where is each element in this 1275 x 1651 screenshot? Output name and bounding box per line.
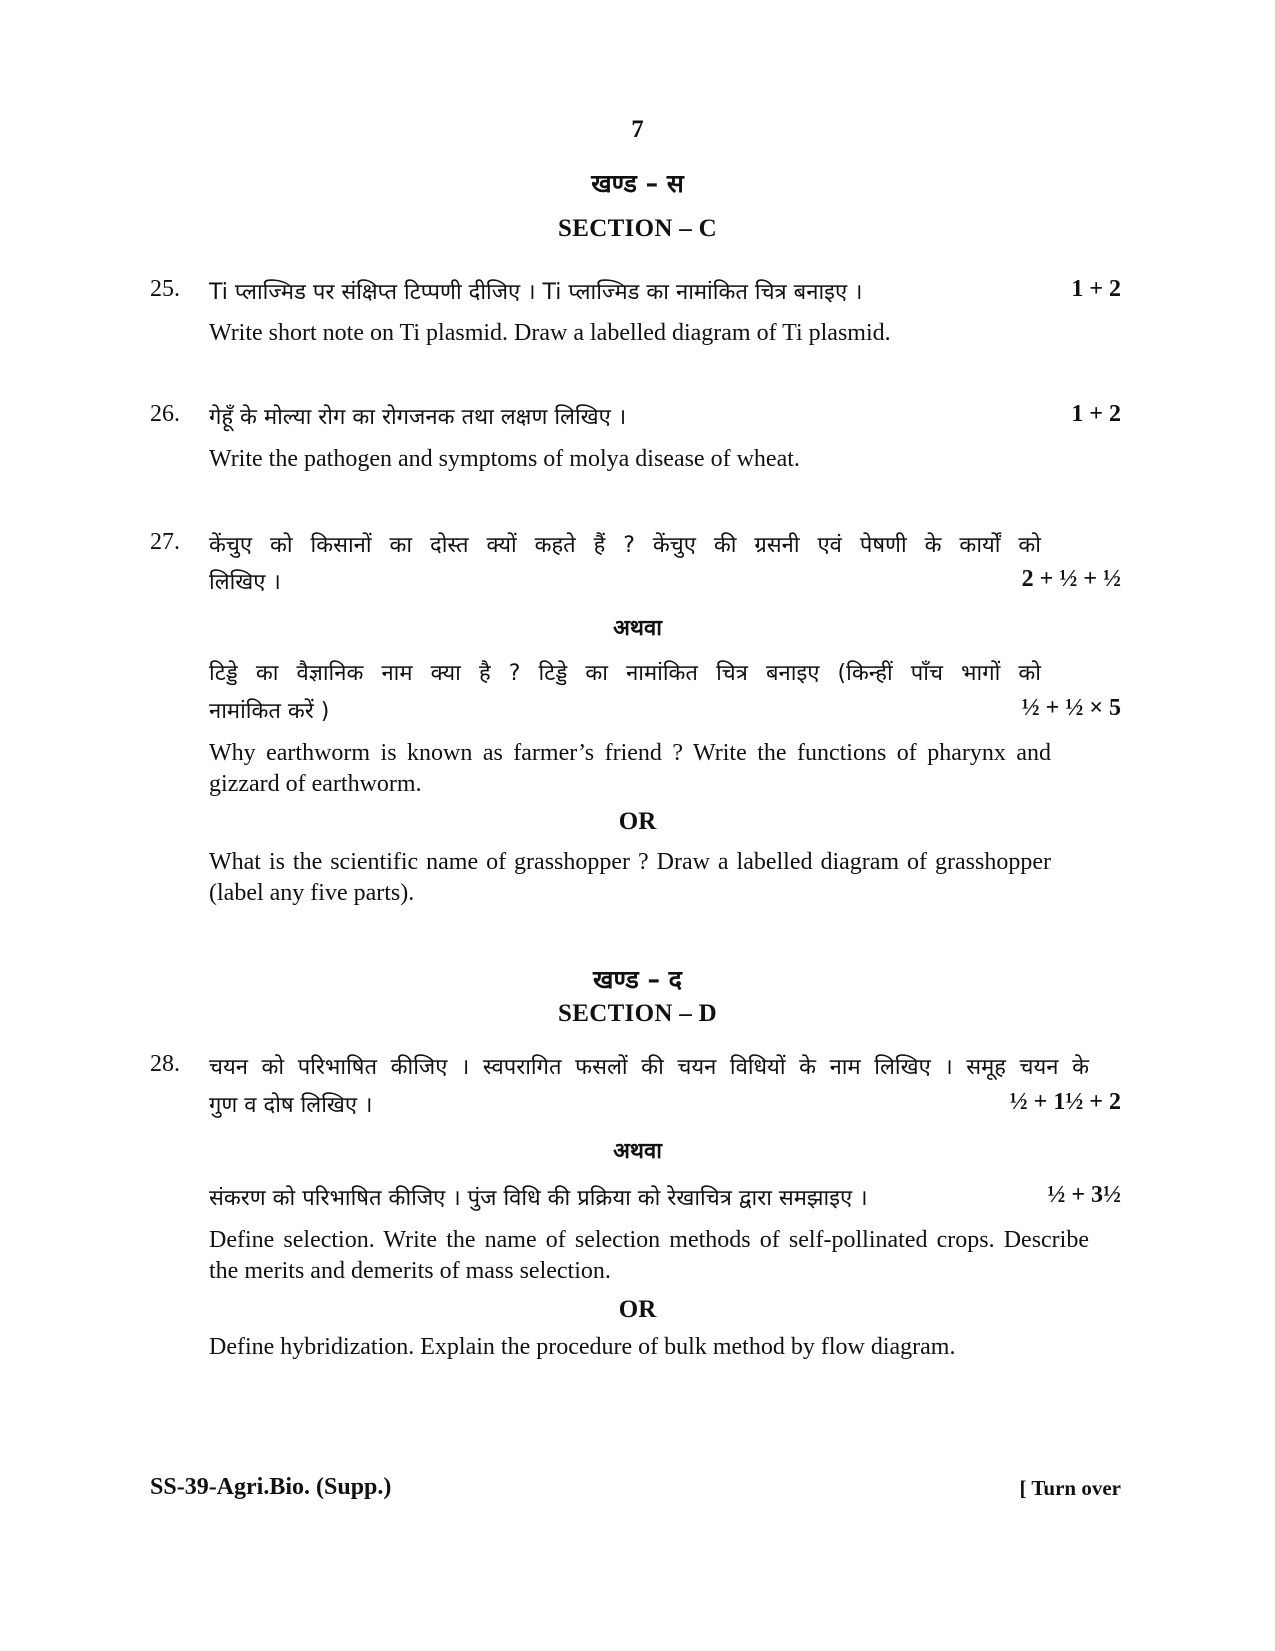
question-28-alt-marks: ½ + 3½ — [1047, 1182, 1121, 1208]
question-27-number: 27. — [150, 529, 180, 555]
question-28-hindi-line1: चयन को परिभाषित कीजिए । स्वपरागित फसलों की चयन विधियों के नाम लिखिए । समूह चयन के — [209, 1055, 1089, 1080]
section-d-heading-hindi: खण्ड – द — [593, 965, 682, 994]
question-27-alt-marks: ½ + ½ × 5 — [1021, 695, 1121, 721]
question-28-or: OR — [618, 1296, 657, 1323]
question-27-english: Why earthworm is known as farmer’s friend ? Write the functions of pharynx and gizzard of earthworm. — [209, 740, 1051, 797]
question-26-marks: 1 + 2 — [1071, 401, 1121, 427]
section-d-heading: SECTION – D — [558, 1000, 717, 1027]
question-27-alt-hindi-line2: नामांकित करें ) — [209, 699, 330, 724]
turn-over-note: [ Turn over — [1019, 1476, 1121, 1500]
page-number: 7 — [631, 116, 644, 143]
section-c-heading: SECTION – C — [558, 215, 717, 242]
question-26-hindi: गेहूँ के मोल्या रोग का रोगजनक तथा लक्षण लिखिए । — [209, 405, 627, 430]
question-26-english: Write the pathogen and symptoms of molya disease of wheat. — [209, 446, 800, 472]
question-25-hindi: Ti प्लाज्मिड पर संक्षिप्त टिप्पणी दीजिए । Ti प्लाज्मिड का नामांकित चित्र बनाइए । — [209, 280, 863, 305]
question-28-hindi-line2: गुण व दोष लिखिए । — [209, 1093, 373, 1118]
question-28-alt-english: Define hybridization. Explain the procedure of bulk method by flow diagram. — [209, 1334, 956, 1360]
question-25-number: 25. — [150, 276, 180, 302]
question-27-alt-english: What is the scientific name of grasshopper ? Draw a labelled diagram of grasshopper (label any five parts). — [209, 849, 1051, 906]
question-25-english: Write short note on Ti plasmid. Draw a labelled diagram of Ti plasmid. — [209, 320, 891, 346]
question-27-hindi-line1: केंचुए को किसानों का दोस्त क्यों कहते हैं ? केंचुए की ग्रसनी एवं पेषणी के कार्यों को — [209, 533, 1041, 558]
question-27-marks: 2 + ½ + ½ — [1021, 566, 1121, 592]
section-c-heading-hindi: खण्ड – स — [591, 169, 684, 198]
question-28-or-hindi: अथवा — [613, 1139, 662, 1164]
question-28-marks: ½ + 1½ + 2 — [1009, 1089, 1121, 1115]
question-26-number: 26. — [150, 401, 180, 427]
paper-code: SS-39-Agri.Bio. (Supp.) — [150, 1474, 392, 1500]
question-28-english: Define selection. Write the name of selection methods of self-pollinated crops. Describe the merits and demerits of mass selection. — [209, 1227, 1089, 1284]
question-27-or-hindi: अथवा — [613, 616, 662, 641]
question-28-number: 28. — [150, 1051, 180, 1077]
question-28-alt-hindi: संकरण को परिभाषित कीजिए । पुंज विधि की प्रक्रिया को रेखाचित्र द्वारा समझाइए । — [209, 1186, 868, 1211]
question-27-hindi-line2: लिखिए । — [209, 570, 281, 595]
question-27-alt-hindi-line1: टिड्डे का वैज्ञानिक नाम क्या है ? टिड्डे का नामांकित चित्र बनाइए (किन्हीं पाँच भागों को — [209, 661, 1041, 686]
question-25-marks: 1 + 2 — [1071, 276, 1121, 302]
question-27-or: OR — [618, 808, 657, 835]
